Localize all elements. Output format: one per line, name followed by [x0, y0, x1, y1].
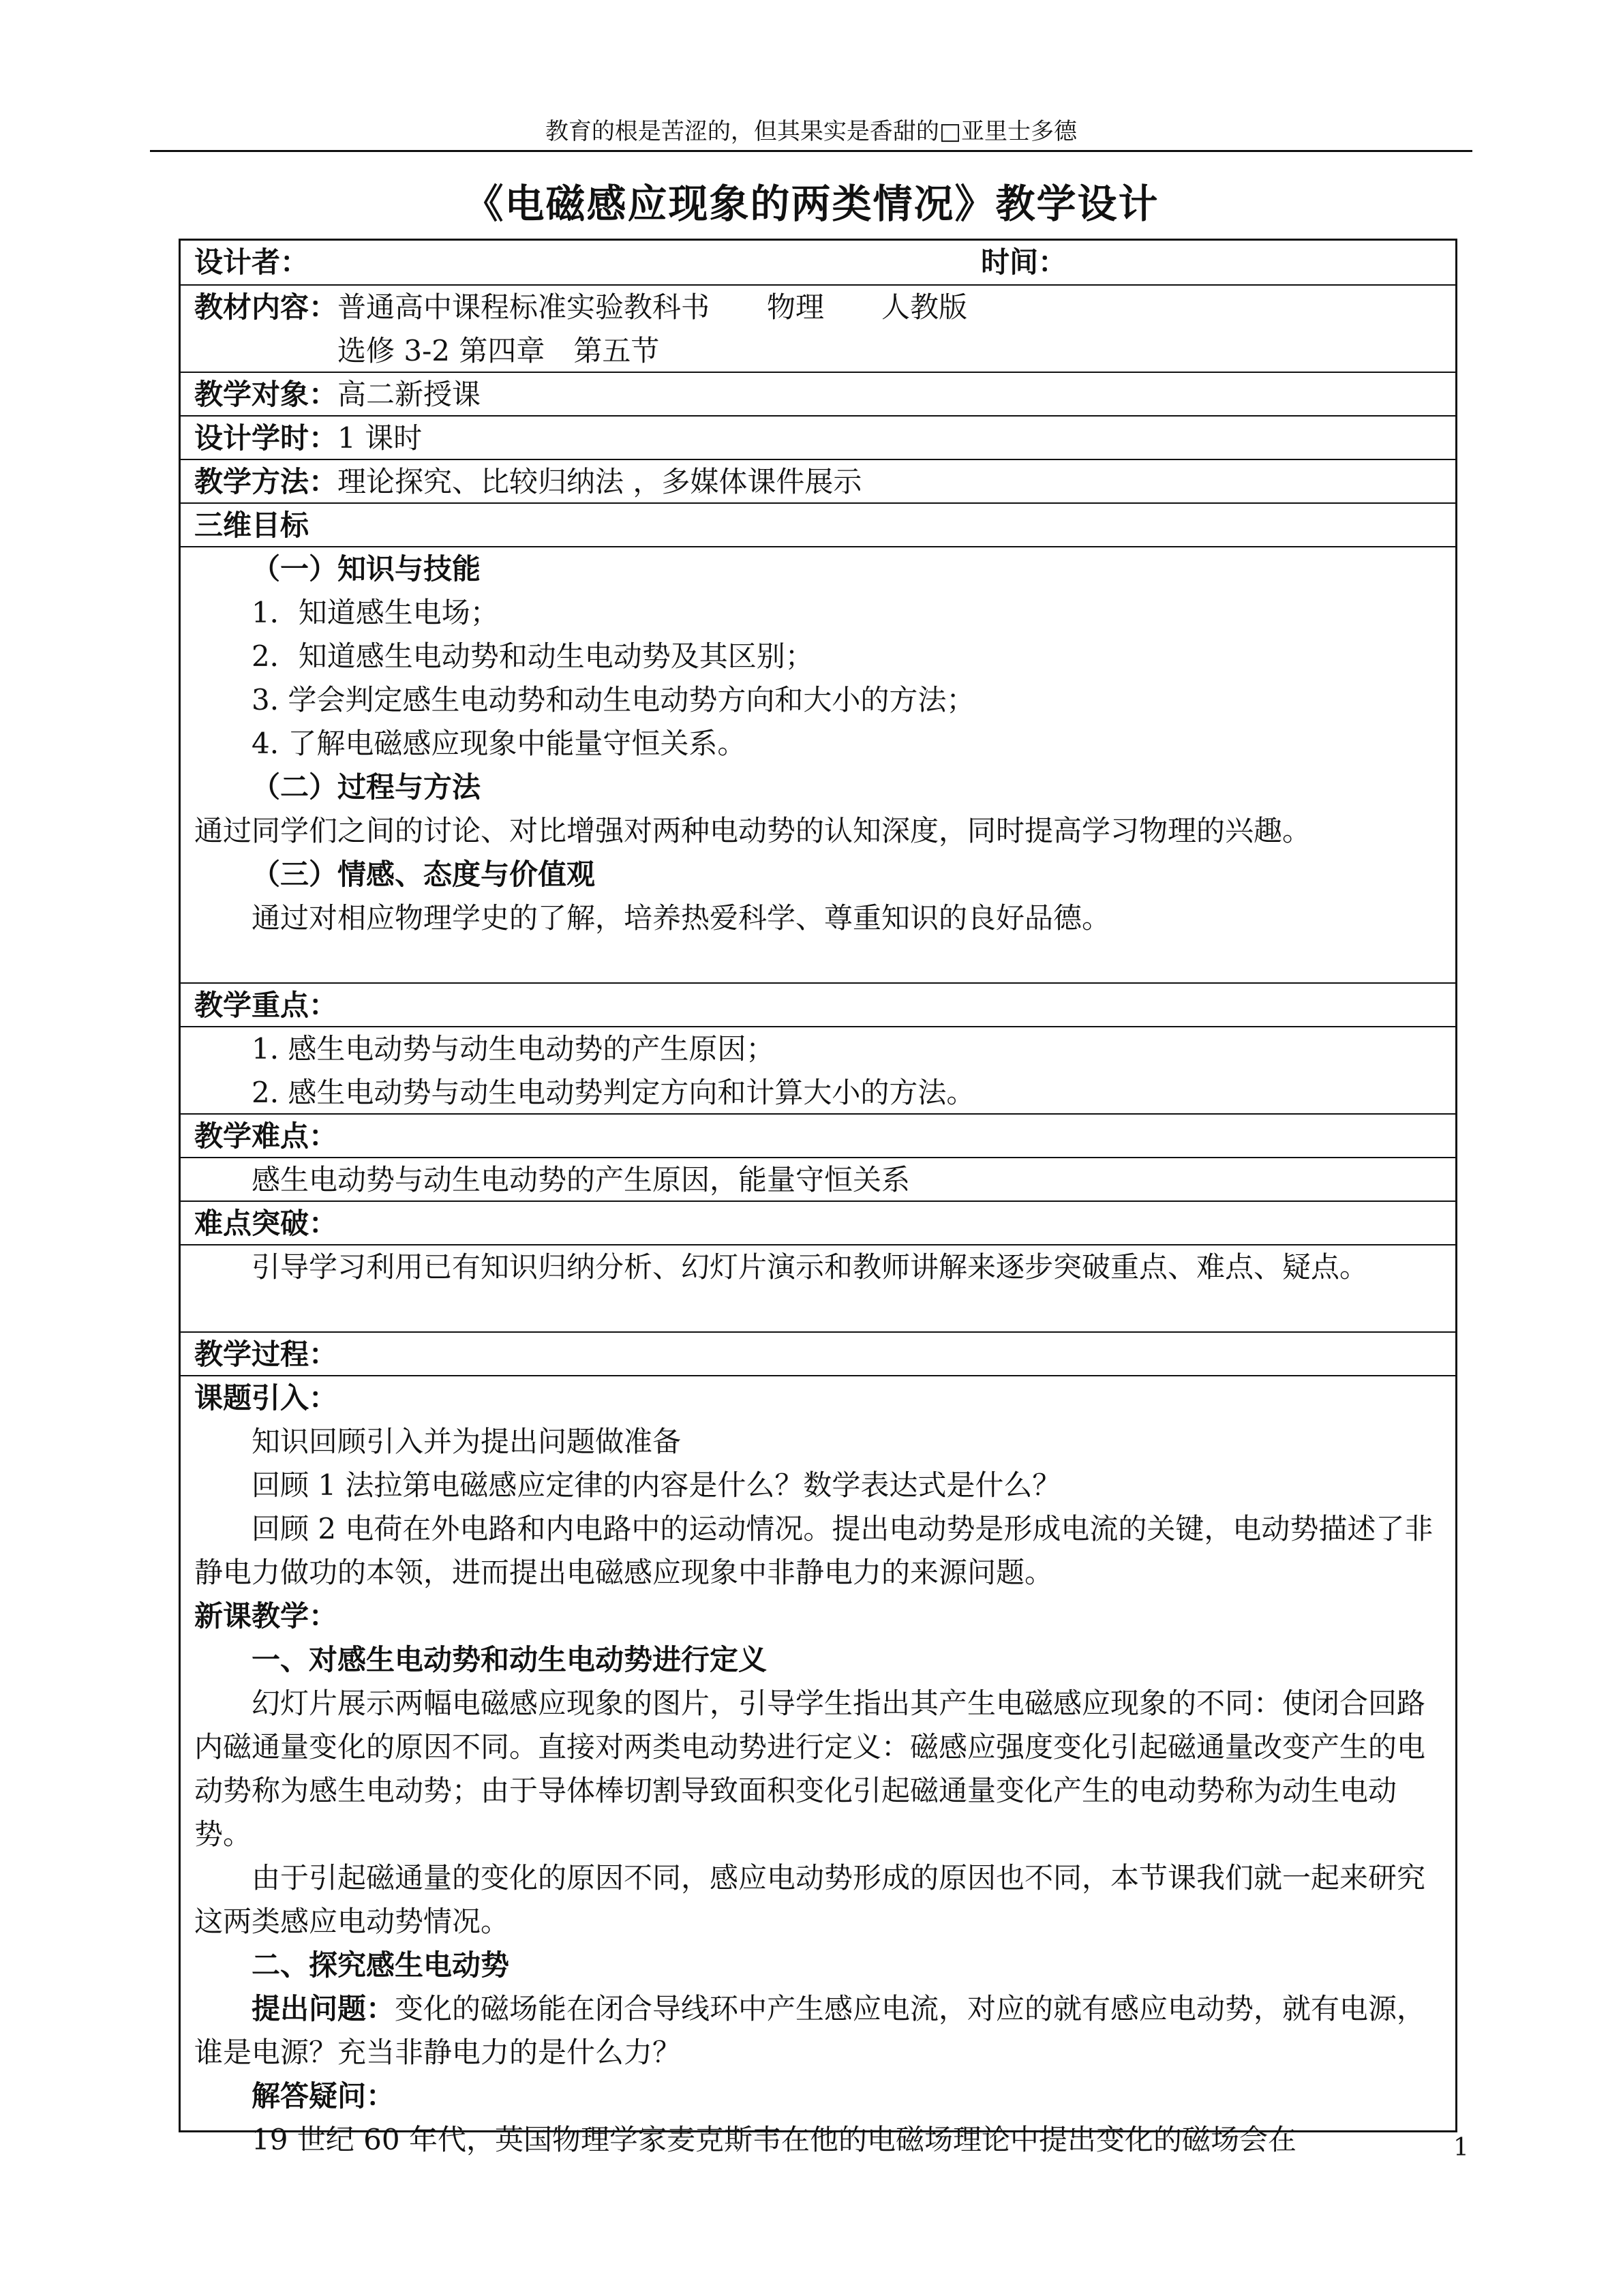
audience-label: 教学对象：: [194, 378, 338, 411]
hours-label: 设计学时：: [194, 421, 338, 455]
key-point-1: 1. 感生电动势与动生电动势的产生原因；: [252, 1032, 775, 1066]
answer-label: 解答疑问：: [252, 2079, 395, 2113]
document-title: 《电磁感应现象的两类情况》教学设计: [464, 181, 1159, 227]
breakthrough-text: 引导学习利用已有知识归纳分析、幻灯片演示和教师讲解来逐步突破重点、难点、疑点。: [181, 1244, 1455, 1331]
textbook-label: 教材内容：: [194, 290, 338, 324]
intro-line-3: 回顾 2 电荷在外电路和内电路中的运动情况。提出电动势是形成电流的关键，电动势描述了非静电力做功的本领，进而提出电磁感应现象中非静电力的来源问题。: [194, 1512, 1434, 1589]
page-number: 1: [1453, 2134, 1469, 2162]
key-point-2: 2. 感生电动势与动生电动势判定方向和计算大小的方法。: [252, 1076, 975, 1109]
difficulty-text: 感生电动势与动生电动势的产生原因，能量守恒关系: [181, 1157, 1455, 1200]
teaching-process: [181, 1375, 1455, 2156]
emotion-text: 通过对相应物理学史的了解，培养热爱科学、尊重知识的良好品德。: [252, 901, 1111, 935]
intro-line-2: 回顾 1 法拉第电磁感应定律的内容是什么？数学表达式是什么？: [252, 1468, 1061, 1502]
lesson-plan-table: [179, 239, 1457, 2156]
process-method-text: 通过同学们之间的讨论、对比增强对两种电动势的认知深度，同时提高学习物理的兴趣。: [194, 814, 1311, 847]
key-points-label: 教学重点：: [181, 982, 1455, 1026]
hours-row: [181, 415, 1455, 459]
section-1-paragraph-1: 幻灯片展示两幅电磁感应现象的图片，引导学生指出其产生电磁感应现象的不同：使闭合回路内磁通量变化的原因不同。直接对两类电动势进行定义：磁感应强度变化引起磁通量改变产生的电动势称为感生电动势；由于导体棒切割导致面积变化引起磁通量变化产生的电动势称为动生电动势。: [194, 1687, 1426, 1851]
knowledge-item-2: 2．知道感生电动势和动生电动势及其区别；: [252, 639, 814, 673]
audience-value: 高二新授课: [337, 378, 481, 411]
method-label: 教学方法：: [194, 465, 338, 498]
goals-label: 三维目标: [181, 502, 1455, 546]
new-lesson-label: 新课教学：: [194, 1599, 338, 1633]
section-2-title: 二、探究感生电动势: [252, 1948, 510, 1982]
designer-label: 设计者：: [194, 245, 309, 279]
hours-value: 1 课时: [337, 421, 423, 455]
textbook-line1: 普通高中课程标准实验教科书 物理 人教版: [337, 290, 968, 324]
intro-line-1: 知识回顾引入并为提出问题做准备: [252, 1425, 682, 1458]
textbook-line2: 选修 3-2 第四章 第五节: [337, 334, 660, 367]
textbook-row: [181, 284, 1455, 372]
method-value: 理论探究、比较归纳法 ，多媒体课件展示: [337, 465, 862, 498]
section-1-paragraph-2: 由于引起磁通量的变化的原因不同，感应电动势形成的原因也不同，本节课我们就一起来研究这两类感应电动势情况。: [194, 1861, 1426, 1938]
key-points: [181, 1026, 1455, 1113]
goals-section: [181, 546, 1455, 982]
knowledge-item-4: 4. 了解电磁感应现象中能量守恒关系。: [252, 727, 746, 760]
audience-row: [181, 372, 1455, 415]
process-method-title: （二）过程与方法: [252, 770, 481, 804]
time-label: 时间：: [980, 245, 1067, 279]
emotion-title: （三）情感、态度与价值观: [252, 858, 596, 891]
answer-text: 19 世纪 60 年代，英国物理学家麦克斯韦在他的电磁场理论中提出变化的磁场会在: [252, 2123, 1296, 2156]
process-label: 教学过程：: [181, 1331, 1455, 1375]
page-header: 教育的根是苦涩的，但其果实是香甜的□亚里士多德: [150, 113, 1472, 152]
method-row: [181, 459, 1455, 502]
section-1-title: 一、对感生电动势和动生电动势进行定义: [252, 1643, 768, 1676]
difficulty-label: 教学难点：: [181, 1113, 1455, 1157]
question-label: 提出问题：: [252, 1992, 395, 2025]
breakthrough-label: 难点突破：: [181, 1200, 1455, 1244]
knowledge-item-3: 3. 学会判定感生电动势和动生电动势方向和大小的方法；: [252, 683, 975, 716]
question-text: 变化的磁场能在闭合导线环中产生感应电流，对应的就有感应电动势，就有电源，谁是电源？充当非静电力的是什么力？: [194, 1992, 1426, 2069]
knowledge-title: （一）知识与技能: [252, 552, 481, 586]
intro-label: 课题引入：: [194, 1381, 338, 1415]
knowledge-item-1: 1．知道感生电场；: [252, 596, 499, 629]
designer-row: [181, 241, 1455, 284]
